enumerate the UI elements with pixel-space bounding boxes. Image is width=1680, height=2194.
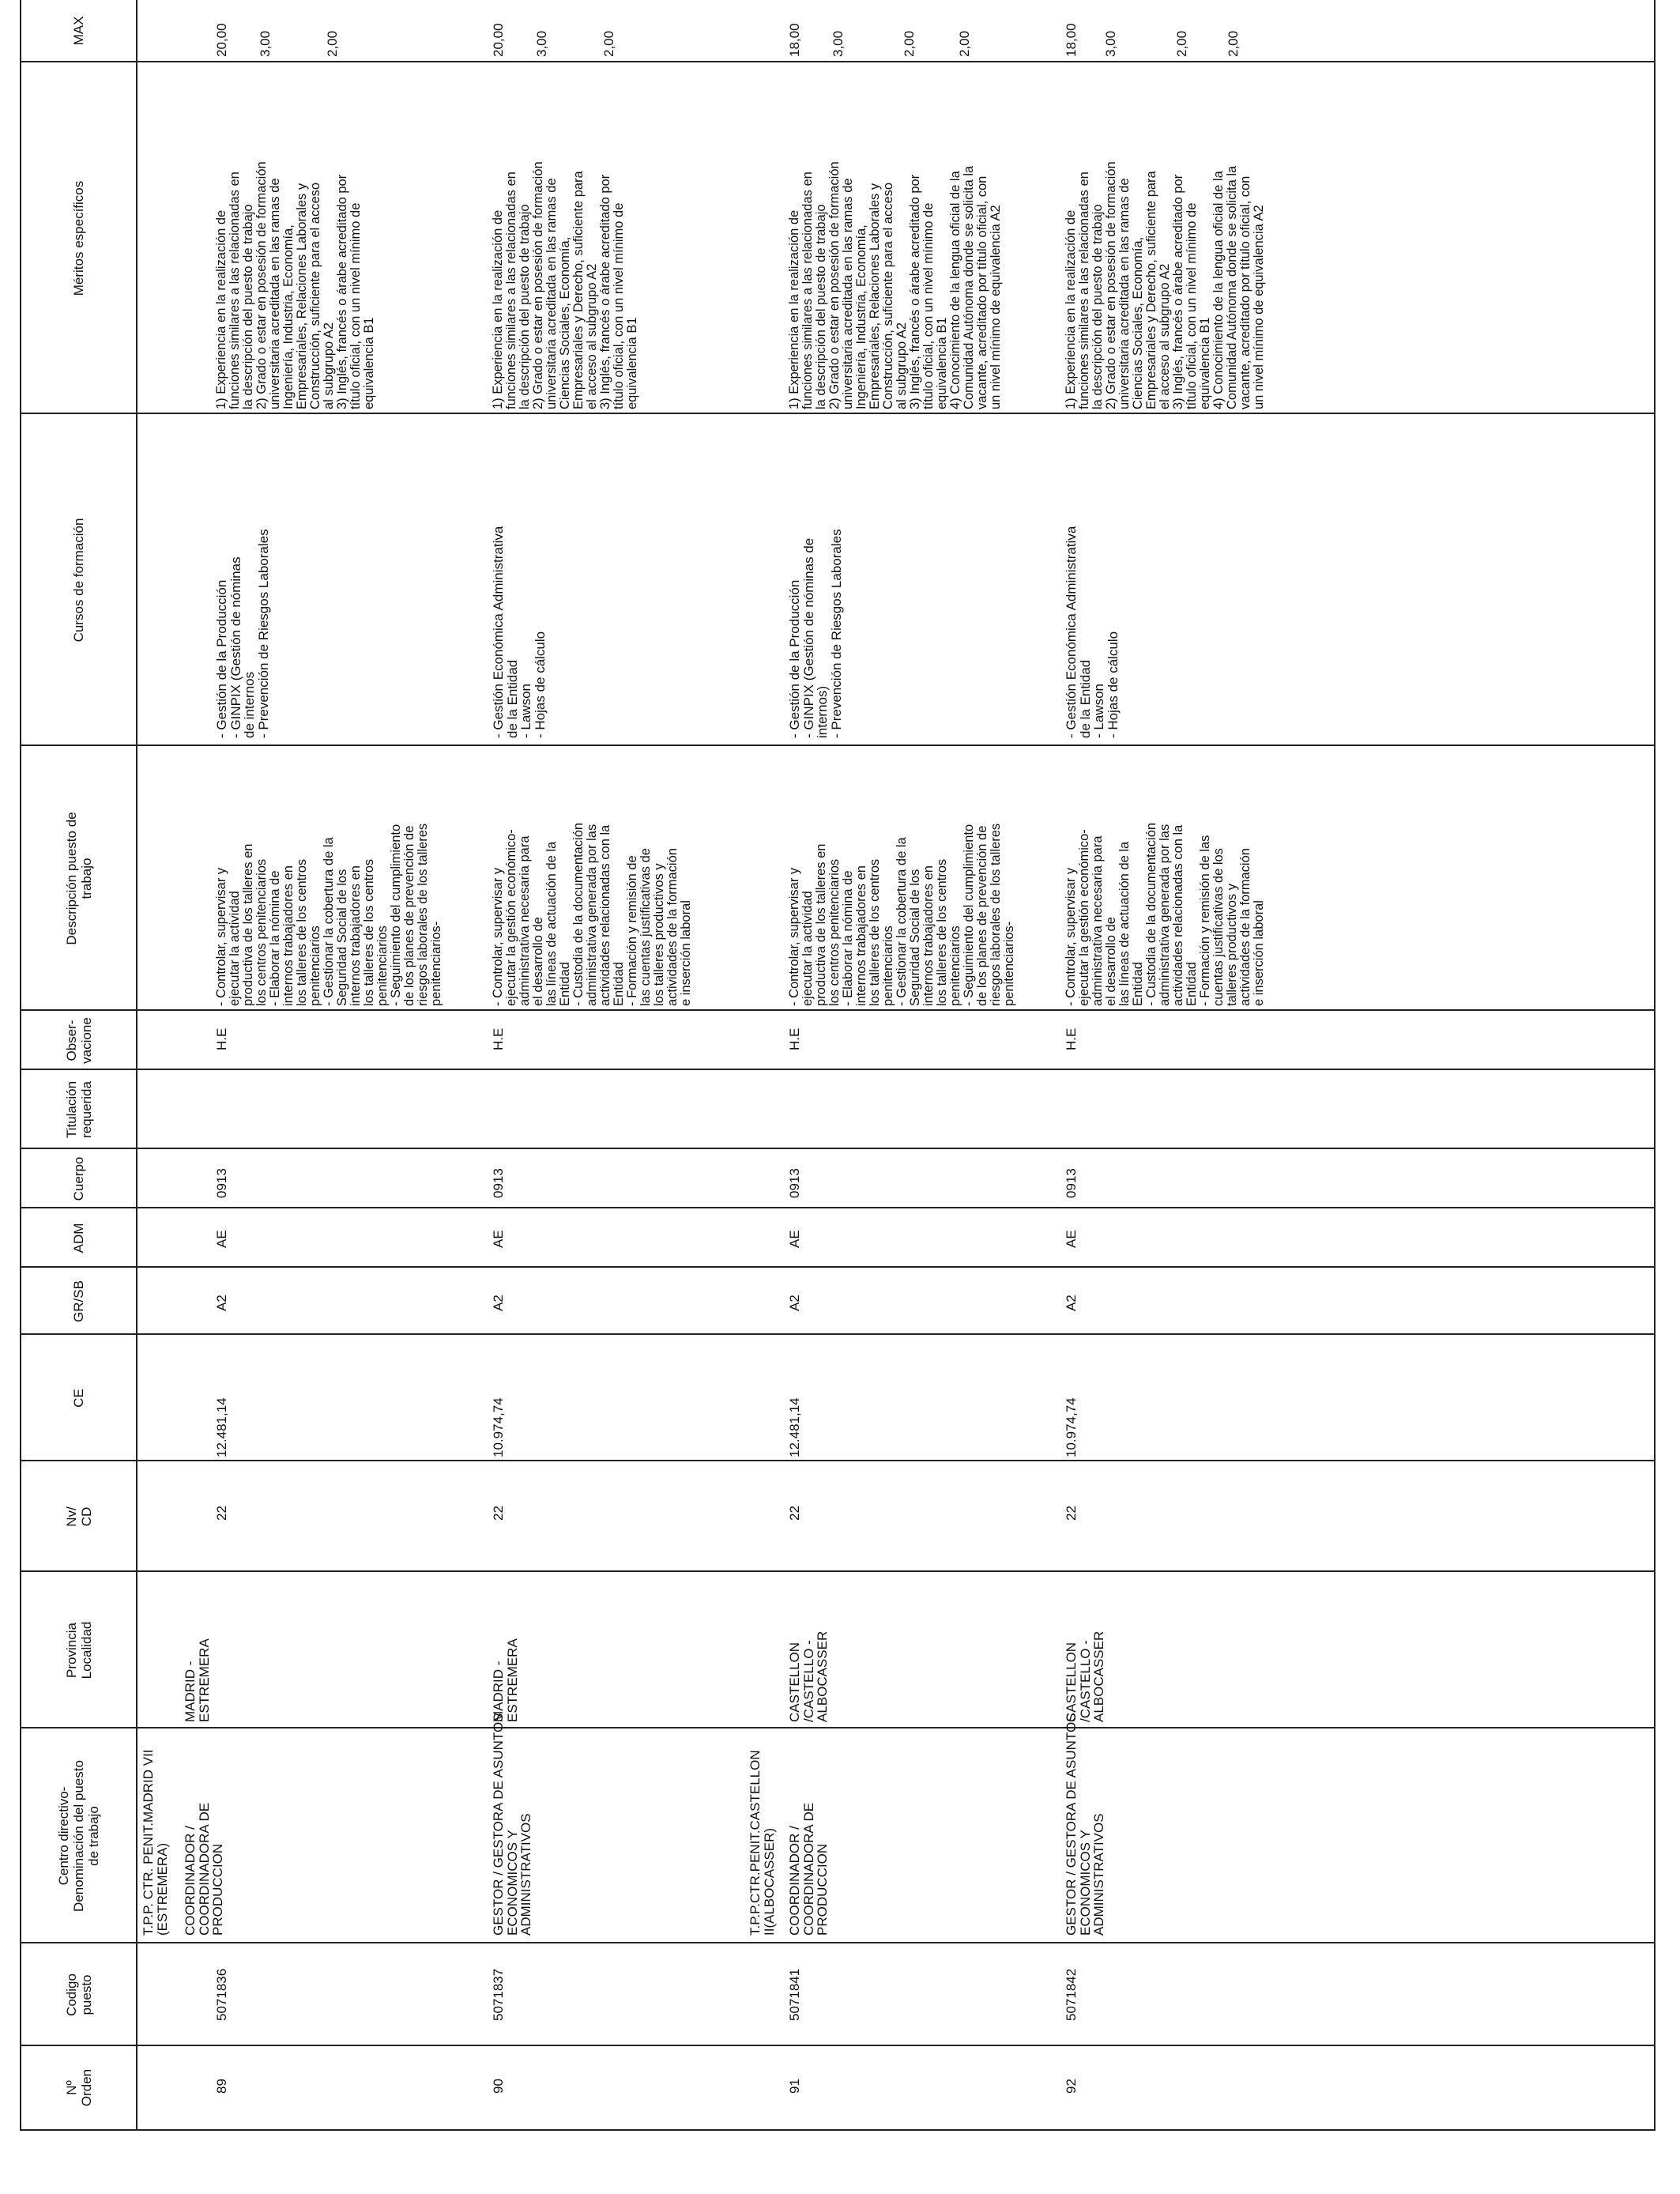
row-orden: 91 <box>787 2079 802 2094</box>
row-adm: AE <box>491 1230 506 1248</box>
row-grupo: A2 <box>214 1295 229 1311</box>
row-ce: 12.481,14 <box>214 1397 229 1457</box>
vacancy-table <box>20 0 1656 2131</box>
header-cuerpo: Cuerpo <box>71 1156 86 1201</box>
header-titulacion: Titulación requerida <box>63 1080 94 1139</box>
row-provincia: CASTELLON /CASTELLO - ALBOCASSER <box>787 1630 830 1722</box>
row-centro-directivo: T.P.P. CTR. PENIT.MADRID VII (ESTREMERA) <box>141 1749 170 1936</box>
row-max-3: 2,00 <box>325 30 340 57</box>
row-max-4: 2,00 <box>1226 30 1241 57</box>
row-nivel: 22 <box>1064 1506 1079 1521</box>
column-divider <box>21 1460 1654 1461</box>
row-max-3: 2,00 <box>1174 30 1189 57</box>
row-adm: AE <box>1064 1230 1079 1248</box>
row-max-2: 3,00 <box>258 30 273 57</box>
row-cuerpo: 0913 <box>1064 1168 1079 1198</box>
row-ce: 10.974,74 <box>491 1397 506 1457</box>
row-cuerpo: 0913 <box>491 1168 506 1198</box>
row-denominacion: GESTOR / GESTORA DE ASUNTOS ECONOMICOS Y ADMINISTRATIVOS <box>491 1713 533 1936</box>
row-max-3: 2,00 <box>601 30 616 57</box>
row-provincia: CASTELLON /CASTELLO - ALBOCASSER <box>1064 1630 1106 1722</box>
row-meritos: 1) Experiencia en la realización de funciones similares a las relacionadas en la descripción del puesto de trabajo 2) Grado o estar en posesión de formación universitaria acreditada en las ramas de Ciencias Sociales, Economía, Empresariales y Derecho, suficiente para el acceso al subgrupo A2 3) Inglés, francés o árabe acreditado por título oficial, con un nivel mínimo de equivalencia B1 <box>491 161 639 409</box>
row-codigo: 5071841 <box>787 1968 802 2021</box>
row-max-2: 3,00 <box>1103 30 1118 57</box>
header-grupo: GR/SB <box>71 1280 86 1322</box>
header-ce: CE <box>71 1389 86 1408</box>
row-cuerpo: 0913 <box>214 1168 229 1198</box>
row-max-1: 20,00 <box>214 23 229 57</box>
row-denominacion: COORDINADOR / COORDINADORA DE PRODUCCION <box>183 1802 225 1936</box>
header-adm: ADM <box>71 1223 86 1253</box>
row-codigo: 5071836 <box>214 1968 229 2021</box>
row-grupo: A2 <box>491 1295 506 1311</box>
row-cursos: - Gestión de la Producción - GINPIX (Gestión de nóminas de internos) - Prevención de Riesgos Laborales <box>787 529 844 738</box>
row-centro-directivo: T.P.P.CTR.PENIT.CASTELLON II(ALBOCASSER) <box>748 1750 777 1936</box>
row-nivel: 22 <box>214 1506 229 1521</box>
row-observaciones: H.E <box>1064 1027 1079 1050</box>
row-nivel: 22 <box>787 1506 802 1521</box>
row-grupo: A2 <box>1064 1295 1079 1311</box>
header-observaciones: Obser- vacione <box>63 1017 94 1064</box>
column-divider <box>21 1148 1654 1149</box>
column-divider <box>21 1009 1654 1011</box>
row-max-3: 2,00 <box>902 30 917 57</box>
column-divider <box>21 745 1654 746</box>
header-max: MAX <box>71 16 86 46</box>
row-ce: 10.974,74 <box>1064 1397 1079 1457</box>
row-orden: 90 <box>491 2079 506 2094</box>
row-meritos: 1) Experiencia en la realización de funciones similares a las relacionadas en la descripción del puesto de trabajo 2) Grado o estar en posesión de formación universitaria acreditada en las ramas de Ciencias Sociales, Economía, Empresariales y Derecho, suficiente para el acceso al subgrupo A2 3) Inglés, francés o árabe acreditado por título oficial, con un nivel mínimo de equivalencia B1 4) Conocimiento de la lengua oficial de la Comunidad Autónoma donde se solicita la vacante, acreditado por título oficial, con un nivel mínimo de equivalencia A2 <box>1064 161 1266 409</box>
row-descripcion: - Controlar, supervisar y ejecutar la gestión económico- administrativa necesaria para el desarrollo de las líneas de actuación de la Entidad - Custodia de la documentación administrativa generada por las actividades relacionadas con la Entidad - Formación y remisión de las cuentas justificativas de los talleres productivos y actividades de la formación e inserción laboral <box>491 822 693 1006</box>
row-denominacion: COORDINADOR / COORDINADORA DE PRODUCCION <box>787 1802 830 1936</box>
row-cursos: - Gestión de la Producción - GINPIX (Gestión de nóminas de internos - Prevención de Riesgos Laborales <box>214 529 271 738</box>
row-codigo: 5071842 <box>1064 1968 1079 2021</box>
row-cuerpo: 0913 <box>787 1168 802 1198</box>
row-orden: 92 <box>1064 2079 1079 2094</box>
column-divider <box>21 413 1654 414</box>
column-divider <box>21 2045 1654 2046</box>
row-ce: 12.481,14 <box>787 1397 802 1457</box>
row-max-1: 18,00 <box>1064 23 1079 57</box>
row-grupo: A2 <box>787 1295 802 1311</box>
row-meritos: 1) Experiencia en la realización de funciones similares a las relacionadas en la descripción del puesto de trabajo 2) Grado o estar en posesión de formación universitaria acreditada en las ramas de Ingeniería, Industria, Economía, Empresariales, Relaciones Laborales y Construcción, suficiente para el acceso al subgrupo A2 3) Inglés, francés o árabe acreditado por título oficial, con un nivel mínimo de equivalencia B1 <box>214 161 376 409</box>
row-provincia: MADRID - ESTREMERA <box>183 1638 212 1722</box>
column-divider <box>21 1069 1654 1070</box>
row-denominacion: GESTOR / GESTORA DE ASUNTOS ECONOMICOS Y ADMINISTRATIVOS <box>1064 1713 1106 1936</box>
row-max-1: 20,00 <box>491 23 506 57</box>
row-observaciones: H.E <box>491 1027 506 1050</box>
row-adm: AE <box>787 1230 802 1248</box>
column-divider <box>21 61 1654 62</box>
column-divider <box>21 1207 1654 1208</box>
row-nivel: 22 <box>491 1506 506 1521</box>
row-max-1: 18,00 <box>787 23 802 57</box>
row-max-2: 3,00 <box>534 30 549 57</box>
row-codigo: 5071837 <box>491 1968 506 2021</box>
column-divider <box>21 1266 1654 1268</box>
row-observaciones: H.E <box>787 1027 802 1050</box>
row-descripcion: - Controlar, supervisar y ejecutar la actividad productiva de los talleres en los centros penitenciarios - Elaborar la nómina de internos trabajadores en los talleres de los centros penitenciarios - Gestionar la cobertura de la Seguridad Social de los internos trabajadores en los talleres de los centros penitenciarios - Seguimiento del cumplimiento de los planes de prevención de riesgos laborales de los talleres penitenciarios- <box>214 823 443 1006</box>
row-orden: 89 <box>214 2079 229 2094</box>
header-centro: Centro directivo- Denominación del puesto de trabajo <box>56 1760 101 1912</box>
row-cursos: - Gestión Económica Administrativa de la Entidad - Lawson - Hojas de cálculo <box>1064 526 1121 738</box>
header-codigo: Codigo puesto <box>63 1973 94 2016</box>
row-max-2: 3,00 <box>831 30 846 57</box>
column-divider <box>21 1570 1654 1572</box>
header-cursos: Cursos de formación <box>71 518 86 643</box>
header-orden: Nº Orden <box>63 2068 94 2107</box>
row-cursos: - Gestión Económica Administrativa de la Entidad - Lawson - Hojas de cálculo <box>491 526 548 738</box>
header-nivel: Nv/ CD <box>63 1506 94 1527</box>
column-divider <box>21 1333 1654 1335</box>
header-descripcion: Descripción puesto de trabajo <box>63 812 94 945</box>
header-divider <box>136 0 137 2129</box>
row-descripcion: - Controlar, supervisar y ejecutar la gestión económico- administrativa necesaria para el desarrollo de las líneas de actuación de la Entidad - Custodia de la documentación administrativa generada por las actividades relacionadas con la Entidad - Formación y remisión de las cuentas justificativas de los talleres productivos y actividades de la formación e inserción laboral <box>1064 822 1266 1006</box>
header-provincia: Provincia Localidad <box>63 1621 94 1679</box>
header-meritos: Méritos específicos <box>71 180 86 296</box>
row-provincia: MADRID - ESTREMERA <box>491 1638 520 1722</box>
row-observaciones: H.E <box>214 1027 229 1050</box>
column-divider <box>21 1727 1654 1728</box>
row-max-4: 2,00 <box>957 30 972 57</box>
column-divider <box>21 1942 1654 1943</box>
row-descripcion: - Controlar, supervisar y ejecutar la actividad productiva de los talleres en los centros penitenciarios - Elaborar la nómina de internos trabajadores en los talleres de los centros penitenciarios - Gestionar la cobertura de la Seguridad Social de los internos trabajadores en los talleres de los centros penitenciarios - Seguimiento del cumplimiento de los planes de prevención de riesgos laborales de los talleres penitenciarios- <box>787 823 1016 1006</box>
row-meritos: 1) Experiencia en la realización de funciones similares a las relacionadas en la descripción del puesto de trabajo 2) Grado o estar en posesión de formación universitaria acreditada en las ramas de Ingeniería, Industria, Economía, Empresariales, Relaciones Laborales y Construcción, suficiente para el acceso al subgrupo A2 3) Inglés, francés o árabe acreditado por título oficial, con un nivel mínimo de equivalencia B1 4) Conocimiento de la lengua oficial de la Comunidad Autónoma donde se solicita la vacante, acreditado por título oficial, con un nivel mínimo de equivalencia A2 <box>787 161 1003 409</box>
row-adm: AE <box>214 1230 229 1248</box>
